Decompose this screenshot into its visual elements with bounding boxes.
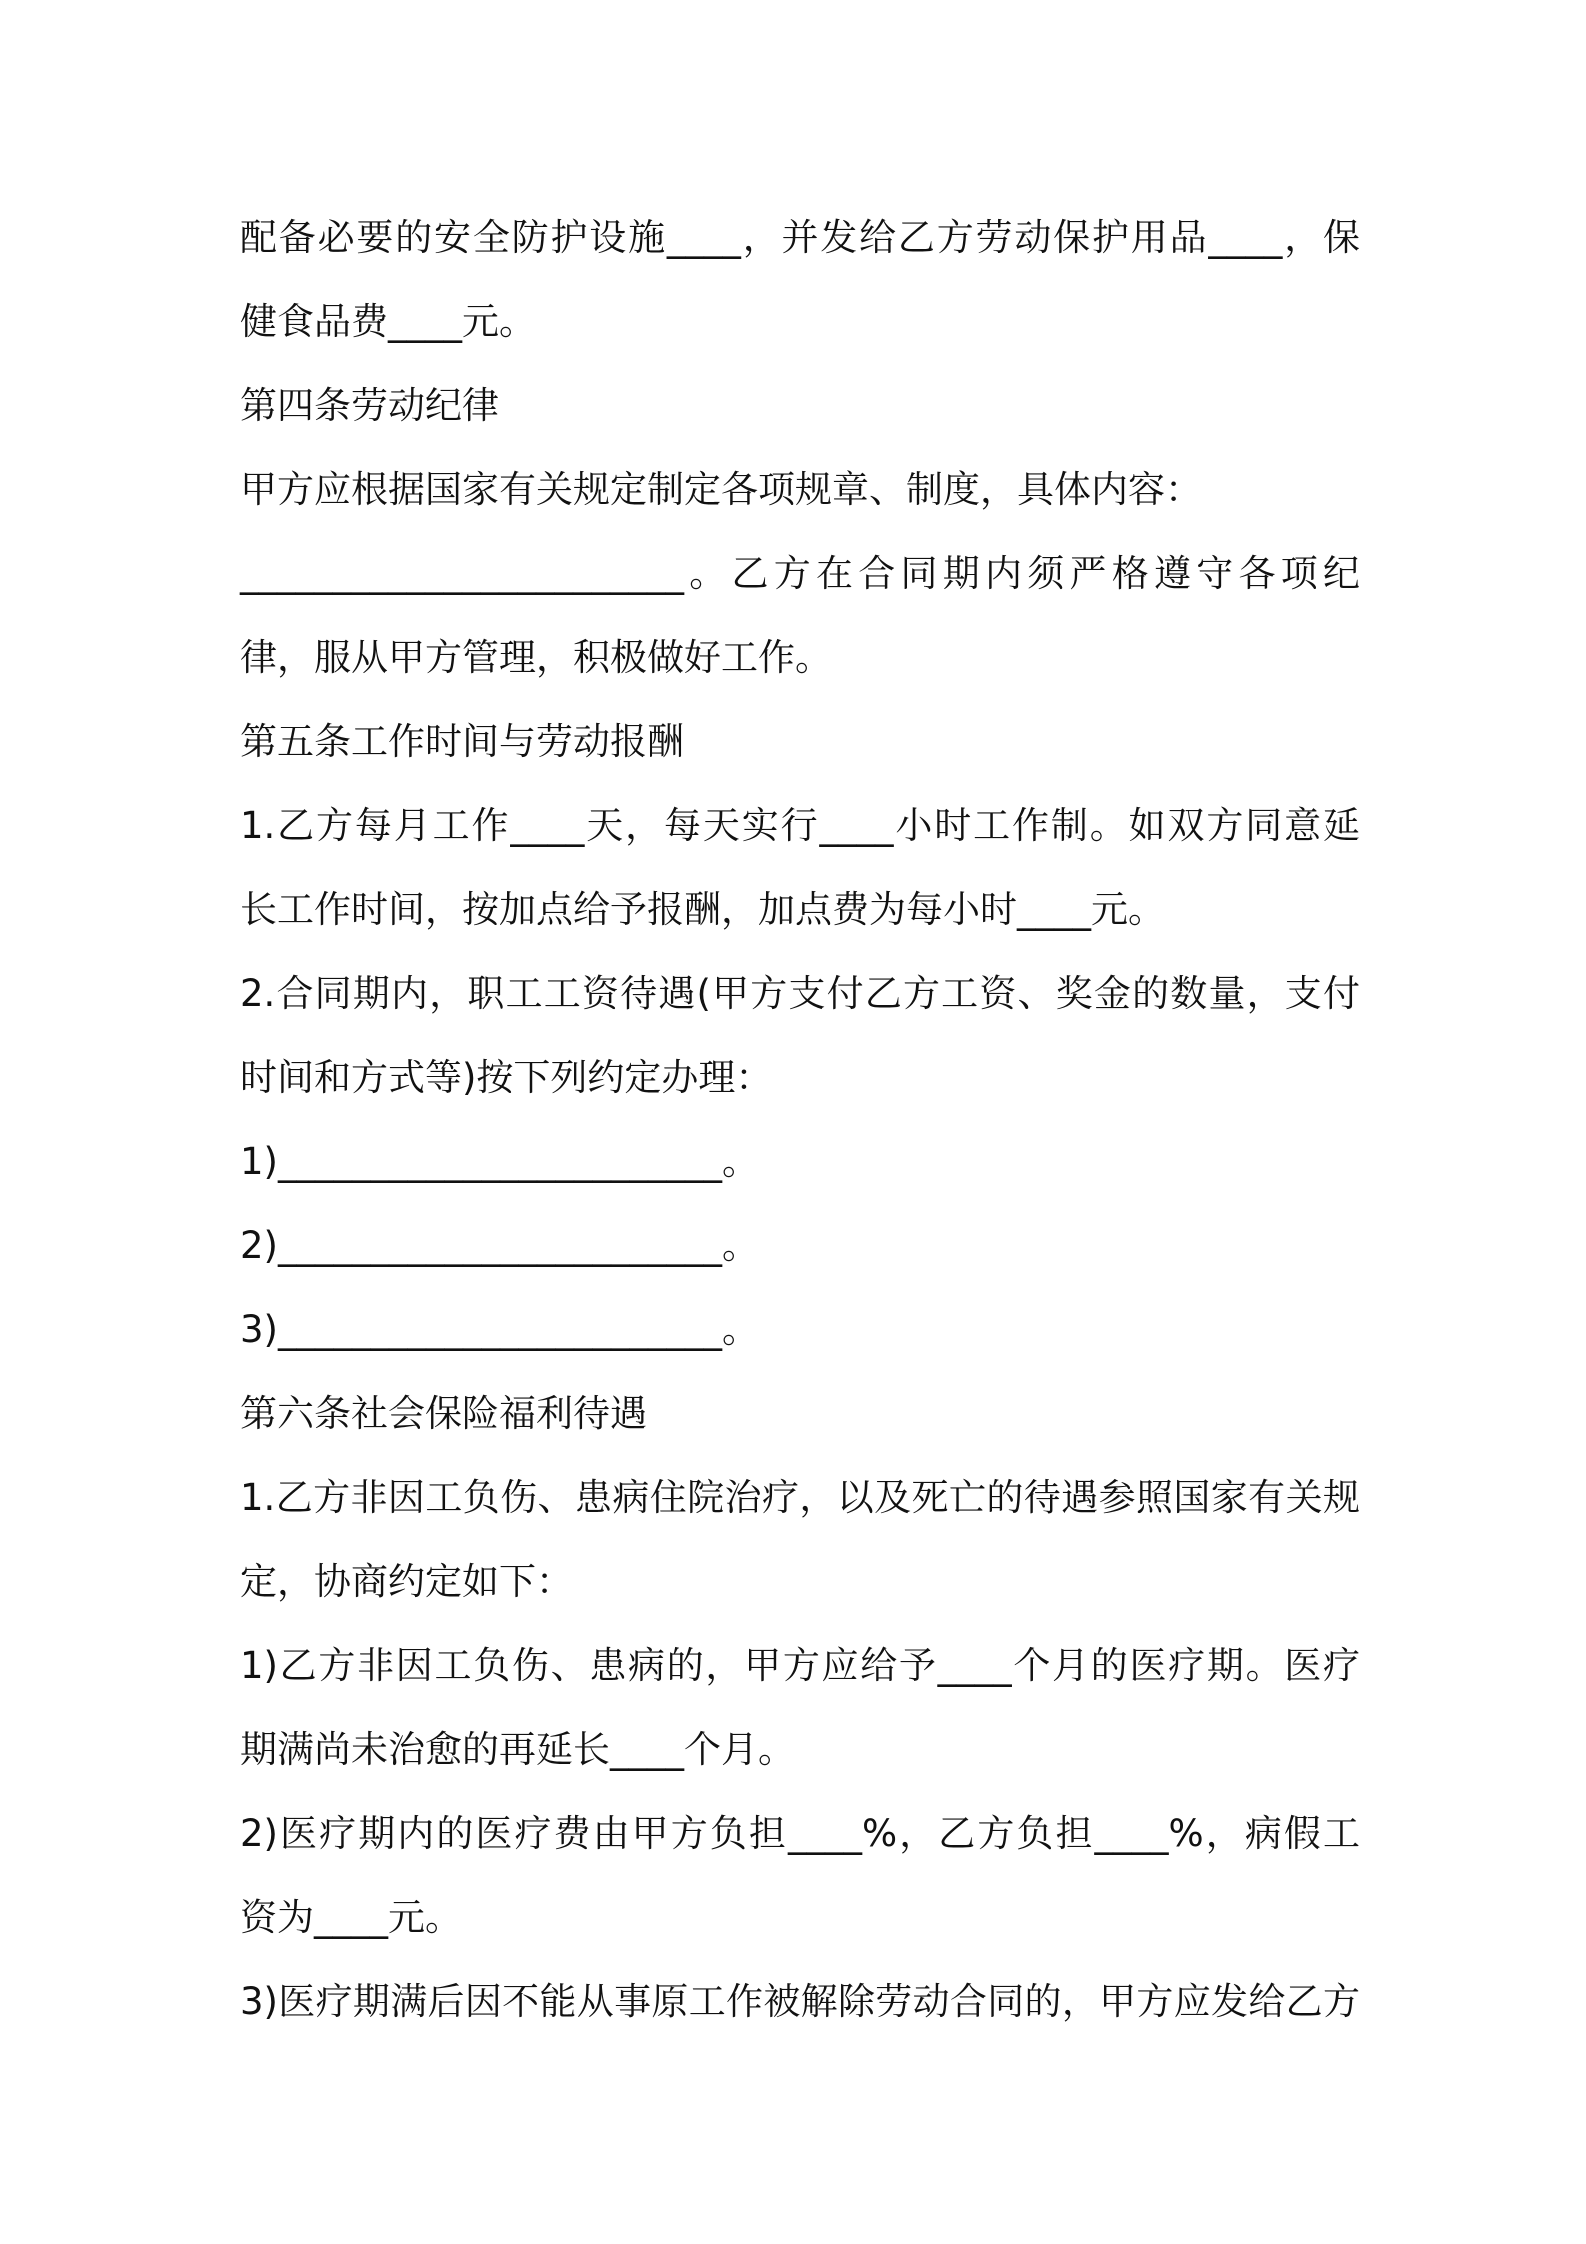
text-line: 时间和方式等)按下列约定办理： [240,1056,773,1099]
text-line: 长工作时间，按加点给予报酬，加点费为每小时____元。 [240,888,1165,931]
section-heading-labor-discipline: 第四条劳动纪律 [240,384,499,427]
text-line: 律，服从甲方管理，积极做好工作。 [240,636,832,679]
list-item: 2)医疗期内的医疗费由甲方负担____%，乙方负担____%，病假工 [240,1812,1360,1855]
section-heading-social-insurance: 第六条社会保险福利待遇 [240,1392,647,1435]
text-line: 定，协商约定如下： [240,1560,573,1603]
list-item: 1)________________________。 [240,1140,759,1183]
text-line: 期满尚未治愈的再延长____个月。 [240,1728,795,1771]
text-line: 甲方应根据国家有关规定制定各项规章、制度，具体内容： [240,468,1202,511]
list-item: 3)医疗期满后因不能从事原工作被解除劳动合同的，甲方应发给乙方 [240,1980,1360,2023]
text-line: 1.乙方非因工负伤、患病住院治疗，以及死亡的待遇参照国家有关规 [240,1476,1360,1519]
list-item: 1)乙方非因工负伤、患病的，甲方应给予____个月的医疗期。医疗 [240,1644,1360,1687]
list-item: 3)________________________。 [240,1308,759,1351]
contract-text-body [240,196,1360,2044]
text-line: 配备必要的安全防护设施____，并发给乙方劳动保护用品____，保 [240,216,1360,259]
text-line: ________________________。乙方在合同期内须严格遵守各项纪 [240,552,1360,595]
list-item: 2)________________________。 [240,1224,759,1267]
text-line: 1.乙方每月工作____天，每天实行____小时工作制。如双方同意延 [240,804,1360,847]
section-heading-work-time-pay: 第五条工作时间与劳动报酬 [240,720,684,763]
text-line: 资为____元。 [240,1896,462,1939]
text-line: 2.合同期内，职工工资待遇(甲方支付乙方工资、奖金的数量，支付 [240,972,1360,1015]
text-line: 健食品费____元。 [240,300,536,343]
